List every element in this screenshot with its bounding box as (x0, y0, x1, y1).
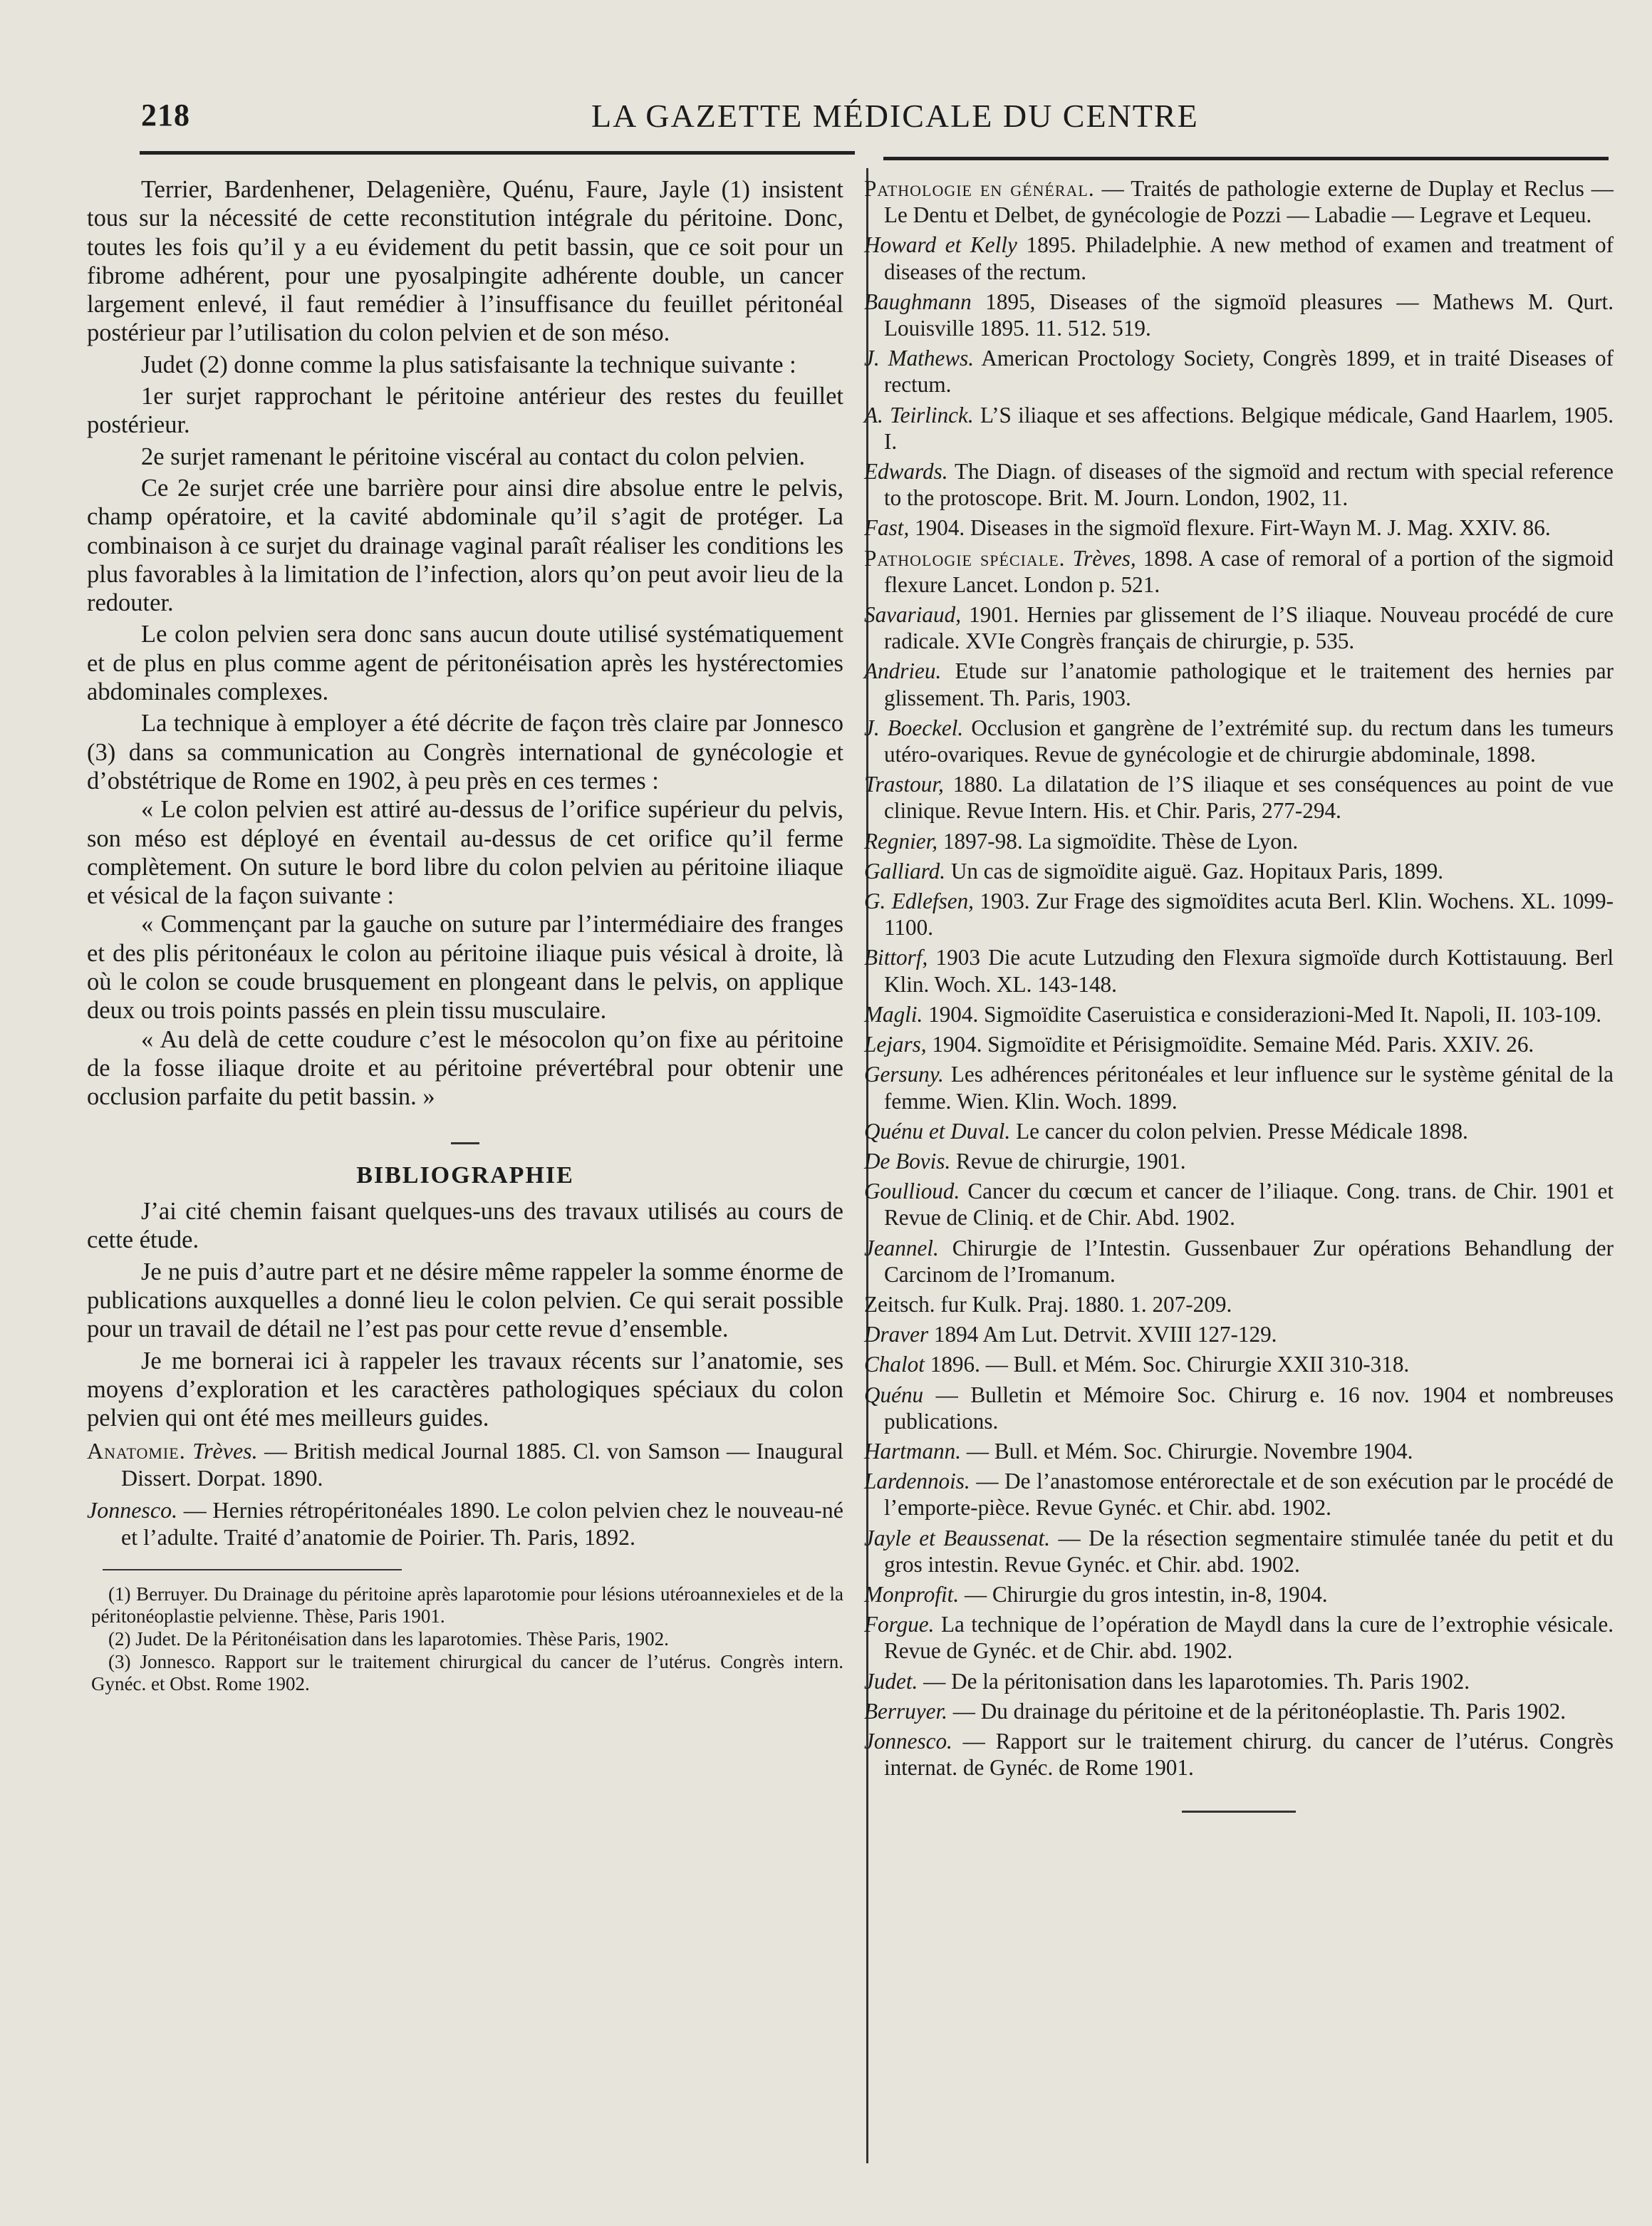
entry-text: Le cancer du colon pelvien. Presse Médicale 1898. (1010, 1118, 1468, 1144)
bibliography-entry (864, 1321, 1614, 1347)
entry-author: Edwards. (864, 459, 948, 485)
entry-author: A. Teirlinck. (864, 402, 974, 428)
bibliography-entry (864, 1468, 1614, 1521)
entry-text: — Chirurgie du gros intestin, in-8, 1904. (959, 1581, 1328, 1607)
bibliography-entry (864, 289, 1614, 341)
running-title: LA GAZETTE MÉDICALE DU CENTRE (591, 98, 1199, 134)
entry-author: Lardennois. (864, 1469, 970, 1494)
paragraph: 2e surjet ramenant le péritoine viscéral au contact du colon pelvien. (141, 442, 806, 470)
paragraph: La technique à employer a été décrite de façon très claire par Jonnesco (3) dans sa communication au Congrès international de gynécologie et d’obstétrique de Rome en 1902, à peu près en ces termes : (87, 710, 843, 794)
entry-text: American Proctology Society, Congrès 1899, et in traité Diseases of rectum. (884, 346, 1614, 398)
entry-author: Jonnesco. (87, 1497, 178, 1523)
entry-text: — Traités de pathologie externe de Duplay et Reclus — Le Dentu et Delbet, de gynécologie de Pozzi — Labadie — Legrave et Lequeu. (884, 176, 1614, 228)
entry-text: Chirurgie de l’Intestin. Gussenbauer Zur opérations Behandlung der Carcinom de l’Iromanum. (884, 1235, 1614, 1287)
entry-text: 1904. Sigmoïdite et Périsigmoïdite. Semaine Méd. Paris. XXIV. 26. (926, 1032, 1534, 1057)
bibliography-entry (864, 1668, 1614, 1694)
paragraph: Je ne puis d’autre part et ne désire même rappeler la somme énorme de publications auxquelles a donné lieu le colon pelvien. Ce qui serait possible pour un travail de détail ne l’est pas pour cette revue d’ensemble. (87, 1258, 843, 1343)
footnote-rule (103, 1569, 402, 1570)
entry-text: — De la résection segmentaire stimulée tanée du petit et du gros intestin. Revue Gynéc. et Chir. abd. 1902. (884, 1525, 1614, 1577)
entry-author: Berruyer. (864, 1698, 947, 1724)
entry-text: Zeitsch. fur Kulk. Praj. 1880. 1. 207-209. (864, 1291, 1232, 1317)
entry-text: — Hernies rétropéritonéales 1890. Le colon pelvien chez le nouveau-né et l’adulte. Traité d’anatomie de Poirier. Th. Paris, 1892. (121, 1497, 843, 1550)
entry-section-heading: Anatomie. (87, 1438, 186, 1464)
entry-text: Un cas de sigmoïdite aiguë. Gaz. Hopitaux Paris, 1899. (945, 858, 1444, 884)
entry-author: Hartmann. (864, 1438, 962, 1464)
entry-author: Chalot (864, 1352, 925, 1377)
entry-author: Regnier, (864, 828, 938, 854)
entry-text: — British medical Journal 1885. Cl. von Samson — Inaugural Dissert. Dorpat. 1890. (121, 1438, 843, 1491)
entry-author: De Bovis. (864, 1148, 951, 1174)
bibliography-title: BIBLIOGRAPHIE (356, 1161, 574, 1189)
paragraph: Judet (2) donne comme la plus satisfaisante la technique suivante : (141, 351, 796, 378)
entry-text: — Du drainage du péritoine et de la péritonéoplastie. Th. Paris 1902. (947, 1698, 1567, 1724)
entry-author: Fast, (864, 515, 910, 541)
bibliography-entry (864, 888, 1614, 941)
entry-text: — De la péritonisation dans les laparotomies. Th. Paris 1902. (918, 1668, 1470, 1694)
entry-text: 1896. — Bull. et Mém. Soc. Chirurgie XXII 310-318. (924, 1352, 1410, 1377)
entry-text: L’S iliaque et ses affections. Belgique médicale, Gand Haarlem, 1905. I. (884, 402, 1614, 454)
quote-paragraph: « Commençant par la gauche on suture par l’intermédiaire des franges et des plis péritonéaux le colon au péritoine iliaque puis vésical à droite, là où le colon se coude brusquement en plongeant dans le pelvis, on applique deux ou trois points passés en plein tissu musculaire. (87, 911, 843, 1025)
entry-text: 1880. La dilatation de l’S iliaque et ses conséquences au point de vue clinique. Revue Intern. His. et Chir. Paris, 277-294. (884, 772, 1614, 824)
entry-text: 1904. Sigmoïdite Caseruistica e considerazioni-Med It. Napoli, II. 103-109. (923, 1001, 1602, 1027)
entry-author: Magli. (864, 1001, 923, 1027)
entry-text: — De l’anastomose entérorectale et de son exécution par le procédé de l’emporte-pièce. Revue Gynéc. et Chir. abd. 1902. (884, 1469, 1614, 1521)
entry-author: Trèves, (1072, 545, 1136, 571)
left-column (87, 175, 843, 1696)
bibliography-entry (864, 1382, 1614, 1434)
paragraph: Terrier, Bardenhener, Delagenière, Quénu, Faure, Jayle (1) insistent tous sur la nécessité de cette reconstitution intégrale du péritoine. Donc, toutes les fois qu’il y a eu évidement du petit bassin, que ce soit pour un fibrome adhérent, pour une pyosalpingite adhérente double, un cancer largement enlevé, il faut remédier à l’insuffisance du feuillet péritonéal postérieur par l’utilisation du colon pelvien et de son méso. (87, 176, 843, 347)
entry-text: The Diagn. of diseases of the sigmoïd and rectum with special reference to the protoscope. Brit. M. Journ. London, 1902, 11. (884, 459, 1614, 511)
entry-text: Revue de chirurgie, 1901. (950, 1148, 1186, 1174)
end-rule (1182, 1811, 1296, 1813)
entry-author: Quénu et Duval. (864, 1118, 1011, 1144)
entry-text: 1901. Hernies par glissement de l’S iliaque. Nouveau procédé de cure radicale. XVIe Congrès français de chirurgie, p. 535. (884, 602, 1614, 654)
bibliography-entry (864, 1728, 1614, 1781)
entry-text: Les adhérences péritonéales et leur influence sur le système génital de la femme. Wien. Klin. Woch. 1899. (884, 1062, 1614, 1114)
bibliography-entry (864, 601, 1614, 654)
paragraph: Ce 2e surjet crée une barrière pour ainsi dire absolue entre le pelvis, champ opératoire, et la cavité abdominale qu’il s’agit de protéger. La combinaison à ce surjet du drainage vaginal paraît réaliser les conditions les plus favorables à la limitation de l’infection, alors qu’on peut avoir lieu de la redouter. (87, 474, 843, 617)
entry-author: J. Mathews. (864, 346, 975, 371)
header-rule-right (883, 157, 1609, 160)
bibliography-entry (87, 1438, 843, 1491)
bibliography-entry (864, 458, 1614, 511)
quote-paragraph: « Le colon pelvien est attiré au-dessus de l’orifice supérieur du pelvis, son méso est déployé en éventail au-dessus de cet orifice qu’il ferme complètement. On suture le bord libre du colon pelvien au péritoine iliaque et vésical de la façon suivante : (87, 796, 843, 910)
paragraph: Je me bornerai ici à rappeler les travaux récents sur l’anatomie, ses moyens d’exploration et les caractères pathologiques spéciaux du colon pelvien qui ont été mes meilleurs guides. (87, 1347, 843, 1432)
bibliography-entry (864, 1031, 1614, 1057)
entry-author: Monprofit. (864, 1581, 960, 1607)
bibliography-entry (864, 1178, 1614, 1231)
entry-text: — Rapport sur le traitement chirurg. du cancer de l’utérus. Congrès internat. de Gynéc. de Rome 1901. (884, 1728, 1614, 1781)
entry-author: Savariaud, (864, 602, 962, 628)
entry-text: 1897-98. La sigmoïdite. Thèse de Lyon. (937, 828, 1299, 854)
entry-author: Trastour, (864, 772, 944, 797)
page-header (135, 93, 1624, 143)
entry-text: 1898. A case of remoral of a portion of the sigmoid flexure Lancet. London p. 521. (884, 545, 1614, 597)
bibliography-entry (87, 1497, 843, 1551)
page-number: 218 (141, 98, 190, 133)
entry-author: J. Boeckel. (864, 715, 964, 740)
bibliography-entry (864, 1001, 1614, 1027)
bibliography-entry (864, 345, 1614, 398)
entry-text: La technique de l’opération de Maydl dans la cure de l’extrophie vésicale. Revue de Gynéc. et de Chir. abd. 1902. (884, 1612, 1614, 1664)
bibliography-entry (864, 1611, 1614, 1664)
entry-section-heading: Pathologie en général. (864, 176, 1095, 201)
entry-section-heading: Pathologie spéciale. (864, 545, 1066, 571)
section-separator (87, 1127, 843, 1156)
entry-author: Jayle et Beaussenat. (864, 1525, 1051, 1551)
bibliography-entry (864, 402, 1614, 455)
bibliography-entry (864, 858, 1614, 884)
entry-text: 1895. Philadelphie. A new method of examen and treatment of diseases of the rectum. (884, 232, 1614, 284)
entry-author: Draver (864, 1322, 929, 1347)
bibliography-entry (864, 1061, 1614, 1114)
entry-author: Trèves. (192, 1438, 258, 1464)
bibliography-entry (864, 1235, 1614, 1288)
entry-text: 1894 Am Lut. Detrvit. XVIII 127-129. (928, 1322, 1277, 1347)
bibliography-entry (864, 1291, 1614, 1318)
bibliography-entry (864, 1351, 1614, 1377)
entry-author: Forgue. (864, 1612, 935, 1637)
bibliography-entry (864, 944, 1614, 997)
bibliography-entry (864, 715, 1614, 767)
paragraph: J’ai cité chemin faisant quelques-uns des travaux utilisés au cours de cette étude. (87, 1198, 843, 1254)
footnote: (2) Judet. De la Péritonéisation dans les laparotomies. Thèse Paris, 1902. (108, 1628, 669, 1650)
left-bibliography-list (87, 1438, 843, 1551)
entry-text: 1895, Diseases of the sigmoïd pleasures — Mathews M. Qurt. Louisville 1895. 11. 512. 519. (884, 289, 1614, 341)
bibliography-entry (864, 1581, 1614, 1608)
bibliography-entry (864, 232, 1614, 284)
entry-author: Quénu (864, 1382, 924, 1407)
bibliography-entry (864, 828, 1614, 854)
entry-text: 1904. Diseases in the sigmoïd flexure. Firt-Wayn M. J. Mag. XXIV. 86. (909, 515, 1551, 541)
paragraph: 1er surjet rapprochant le péritoine antérieur des restes du feuillet postérieur. (87, 383, 843, 439)
bibliography-entry (864, 1148, 1614, 1174)
header-rule-left (140, 151, 855, 155)
paragraph: Le colon pelvien sera donc sans aucun doute utilisé systématiquement et de plus en plus comme agent de péritonéisation après les hystérectomies abdominales complexes. (87, 621, 843, 706)
right-column (864, 175, 1614, 1813)
bibliography-entry (864, 545, 1614, 598)
bibliography-entry (864, 1698, 1614, 1724)
entry-author: G. Edlefsen, (864, 889, 974, 914)
bibliography-entry (864, 514, 1614, 541)
bibliography-entry (864, 175, 1614, 228)
bibliography-entry (864, 771, 1614, 824)
right-bibliography-list (864, 175, 1614, 1781)
entry-author: Lejars, (864, 1032, 927, 1057)
entry-author: Judet. (864, 1668, 918, 1694)
entry-author: Galliard. (864, 858, 946, 884)
entry-author: Goullioud. (864, 1179, 960, 1204)
footnotes (87, 1583, 843, 1695)
footnote: (1) Berruyer. Du Drainage du péritoine après laparotomie pour lésions utéroannexieles et de la péritonéoplastie pelvienne. Thèse, Paris 1901. (91, 1583, 843, 1627)
entry-text: Occlusion et gangrène de l’extrémité sup. du rectum dans les tumeurs utéro-ovariques. Revue de gynécologie et de chirurgie abdominale, 1898. (884, 715, 1614, 767)
entry-text: Etude sur l’anatomie pathologique et le traitement des hernies par glissement. Th. Paris, 1903. (884, 658, 1614, 710)
entry-author: Jeannel. (864, 1235, 939, 1260)
entry-author: Gersuny. (864, 1062, 944, 1087)
entry-text: — Bull. et Mém. Soc. Chirurgie. Novembre 1904. (961, 1438, 1413, 1464)
quote-paragraph: « Au delà de cette coudure c’est le mésocolon qu’on fixe au péritoine de la fosse iliaque droite et au péritoine prévertébral pour obtenir une occlusion parfaite du petit bassin. » (87, 1025, 843, 1111)
entry-author: Bittorf, (864, 945, 928, 970)
entry-text: Cancer du cœcum et cancer de l’iliaque. Cong. trans. de Chir. 1901 et Revue de Cliniq. et de Chir. Abd. 1902. (884, 1179, 1614, 1231)
entry-author: Jonnesco. (864, 1728, 952, 1754)
entry-text: — Bulletin et Mémoire Soc. Chirurg e. 16 nov. 1904 et nombreuses publications. (884, 1382, 1614, 1434)
bibliography-entry (864, 1525, 1614, 1578)
entry-text: 1903 Die acute Lutzuding den Flexura sigmoïde durch Kottistauung. Berl Klin. Woch. XL. 143-148. (884, 945, 1614, 997)
bibliography-entry (864, 1438, 1614, 1464)
bibliography-entry (864, 1118, 1614, 1144)
entry-text: 1903. Zur Frage des sigmoïdites acuta Berl. Klin. Wochens. XL. 1099-1100. (884, 889, 1614, 941)
entry-author: Howard et Kelly (864, 232, 1017, 258)
entry-author: Andrieu. (864, 658, 942, 684)
footnote: (3) Jonnesco. Rapport sur le traitement chirurgical du cancer de l’utérus. Congrès intern. Gynéc. et Obst. Rome 1902. (91, 1651, 843, 1695)
entry-author: Baughmann (864, 289, 972, 314)
bibliography-entry (864, 658, 1614, 710)
